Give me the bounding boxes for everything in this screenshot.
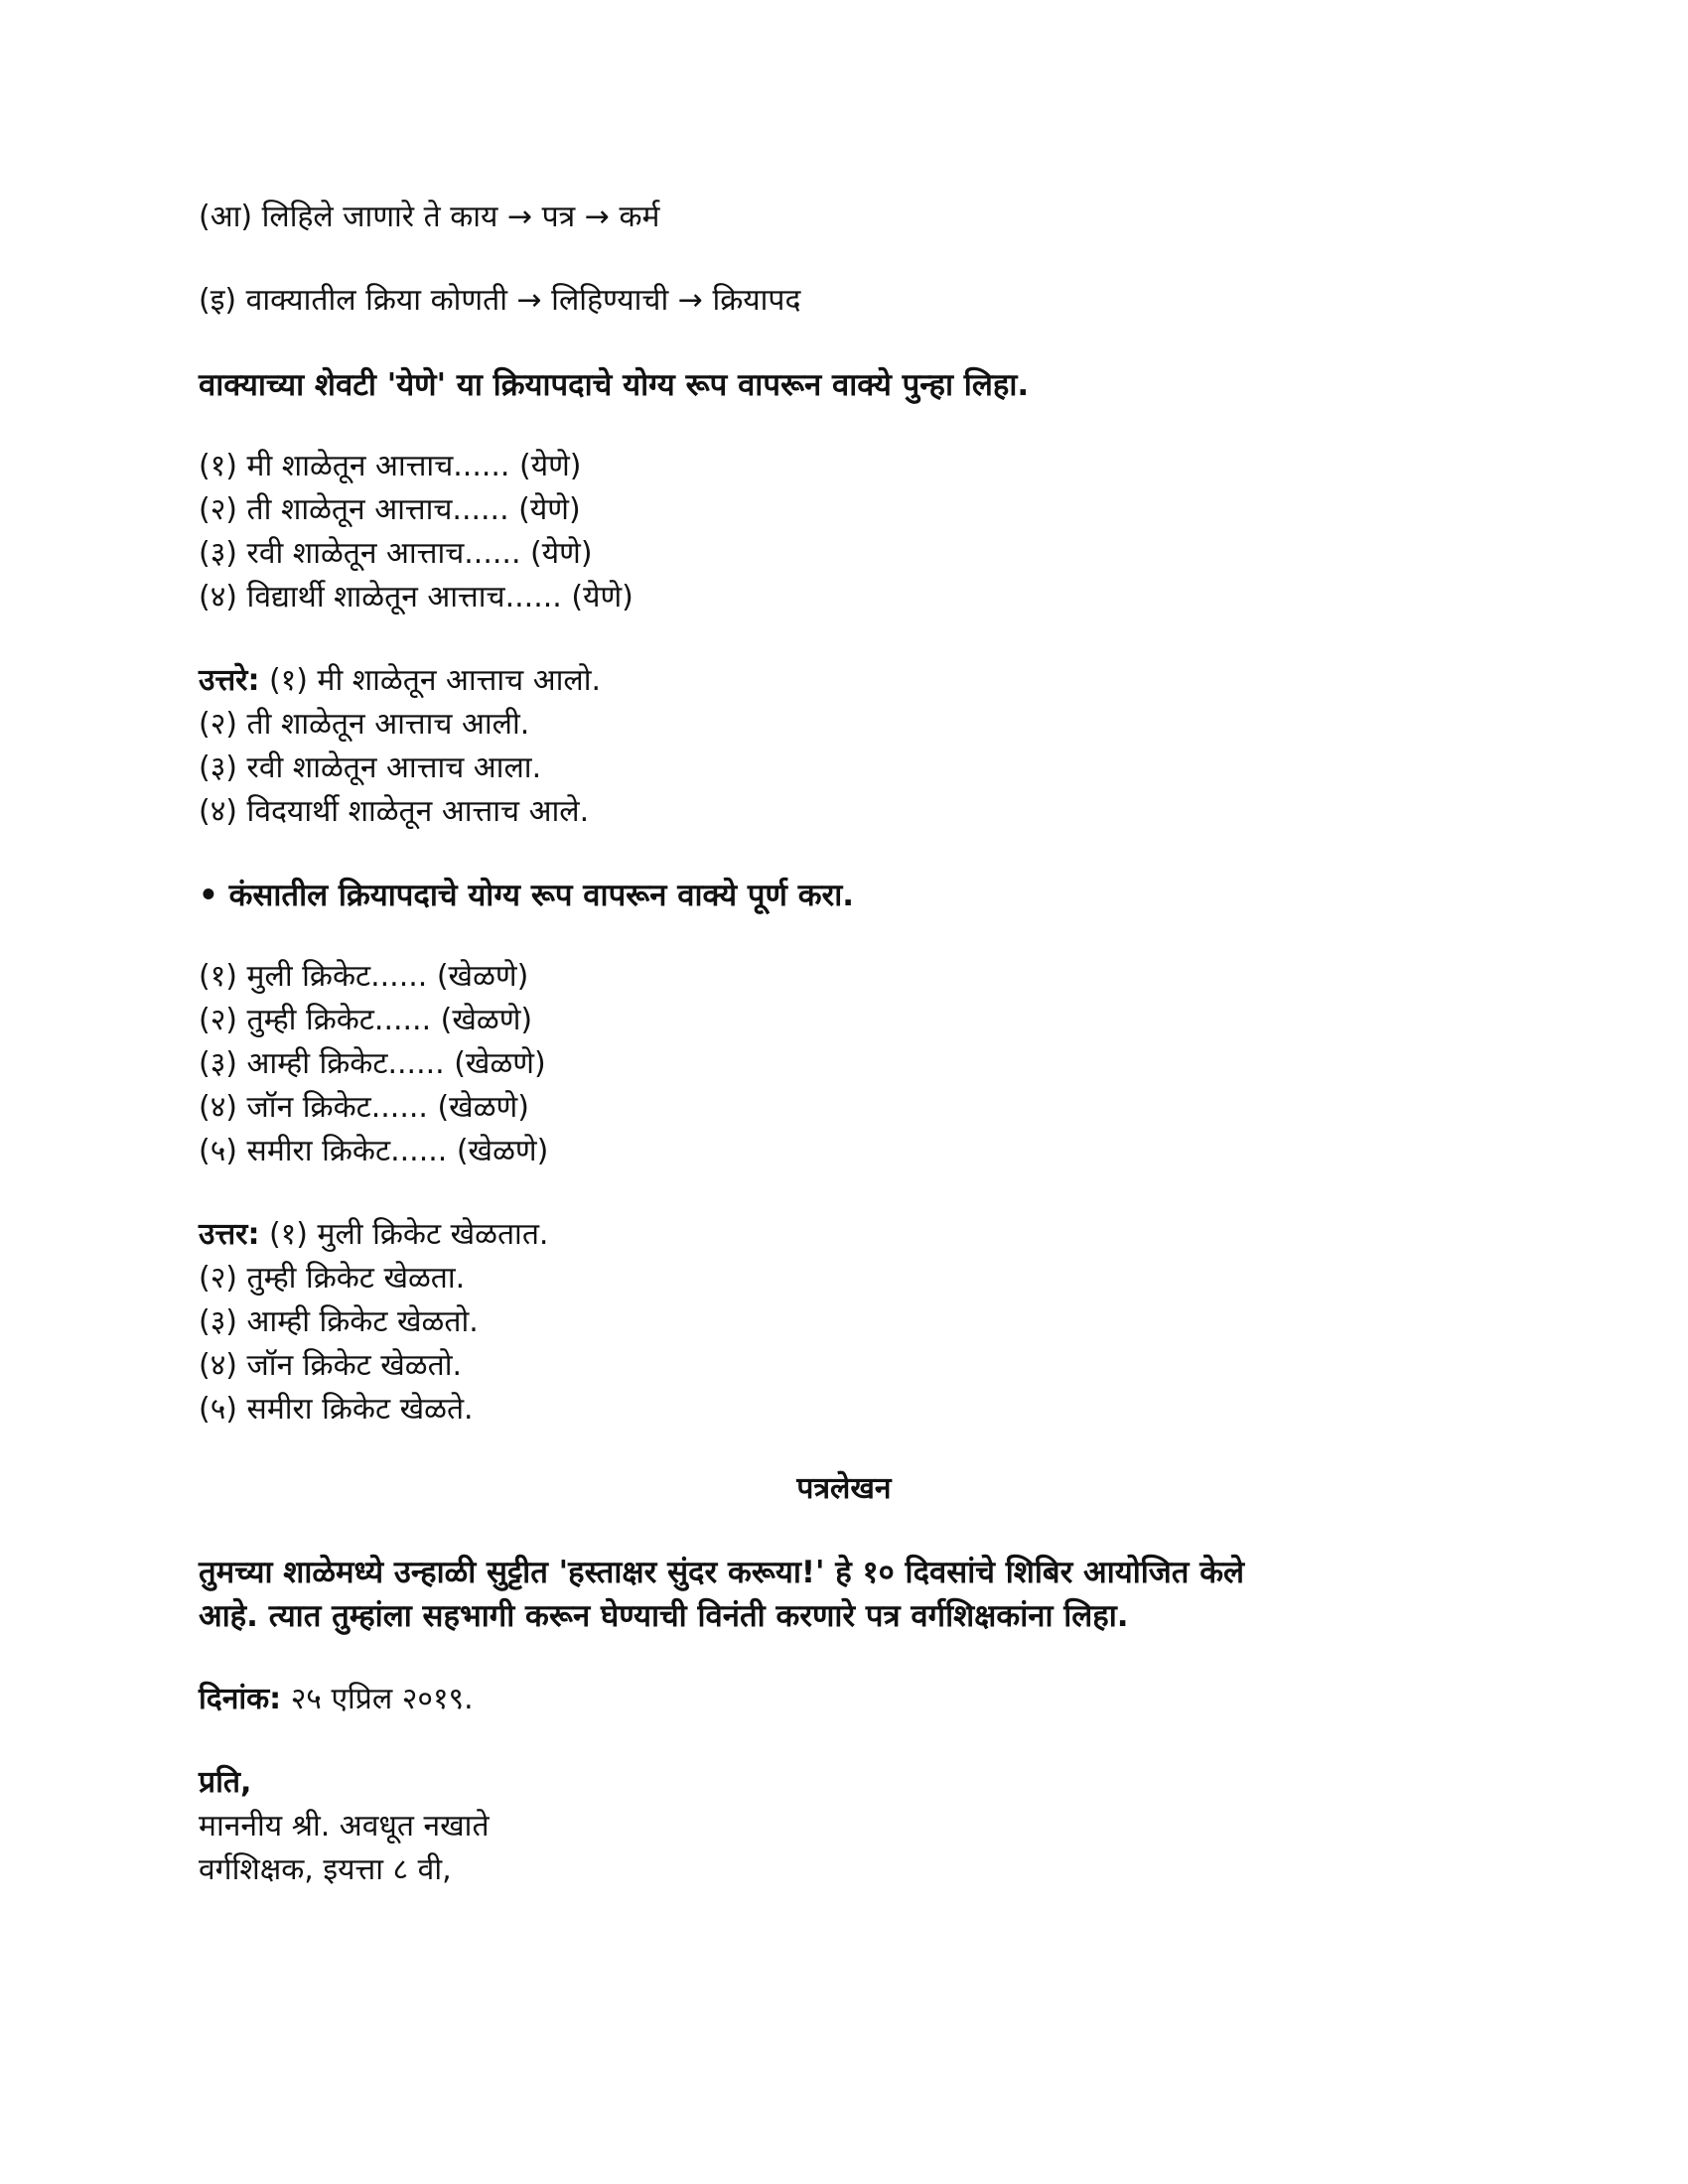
letter-prompt-line-1: तुमच्या शाळेमध्ये उन्हाळी सुट्टीत 'हस्ताक्षर सुंदर करूया!' हे १० दिवसांचे शिबिर आयोजित केले [199,1555,1245,1590]
top-line-1: (आ) लिहिले जाणारे ते काय → पत्र → कर्म [199,200,660,234]
answer-first-row [199,659,601,703]
answer-text: (१) मुली क्रिकेट खेळतात. [259,1217,549,1252]
list-item: (४) विद्यार्थी शाळेतून आत्ताच...... (येणे) [199,580,633,614]
section2-instruction: • कंसातील क्रियापदाचे योग्य रूप वापरून वाक्ये पूर्ण करा. [199,878,854,913]
list-item: (२) तुम्ही क्रिकेट...... (खेळणे) [199,1003,533,1037]
list-item: (३) रवी शाळेतून आत्ताच...... (येणे) [199,536,593,571]
list-item: (१) मुली क्रिकेट...... (खेळणे) [199,959,529,994]
answer-label: उत्तरे: [199,663,260,698]
letter-title: पत्रलेखन [796,1471,892,1506]
answer-label: उत्तर: [199,1217,260,1252]
top-line-2: (इ) वाक्यातील क्रिया कोणती → लिहिण्याची → क्रियापद [199,283,801,318]
list-item: (४) विदयार्थी शाळेतून आत्ताच आले. [199,794,590,829]
letter-prompt-line-2: आहे. त्यात तुम्हांला सहभागी करून घेण्याची विनंती करणारे पत्र वर्गशिक्षकांना लिहा. [199,1598,1129,1634]
list-item: (४) जॉन क्रिकेट...... (खेळणे) [199,1090,529,1125]
address-to-label: प्रति, [199,1765,252,1800]
list-item: (५) समीरा क्रिकेट खेळते. [199,1392,474,1427]
date-label: दिनांक: [199,1682,282,1716]
list-item: (५) समीरा क्रिकेट...... (खेळणे) [199,1134,549,1168]
section1-questions [199,445,633,619]
section1-answers [199,659,601,834]
list-item: (२) ती शाळेतून आत्ताच...... (येणे) [199,492,581,527]
letter-address [199,1761,490,1892]
list-item: (३) आम्ही क्रिकेट...... (खेळणे) [199,1046,546,1081]
list-item: (१) मी शाळेतून आत्ताच...... (येणे) [199,449,582,483]
answer-first-row [199,1213,548,1257]
list-item: (४) जॉन क्रिकेट खेळतो. [199,1348,463,1383]
date-value: २५ एप्रिल २०१९. [281,1682,474,1716]
address-designation: वर्गशिक्षक, इयत्ता ८ वी, [199,1852,452,1887]
answer-text: (१) मी शाळेतून आत्ताच आलो. [259,663,602,698]
section1-instruction: वाक्याच्या शेवटी 'येणे' या क्रियापदाचे योग्य रूप वापरून वाक्ये पुन्हा लिहा. [199,367,1030,403]
section2-questions [199,955,548,1173]
list-item: (३) रवी शाळेतून आत्ताच आला. [199,751,542,785]
list-item: (३) आम्ही क्रिकेट खेळतो. [199,1304,479,1339]
list-item: (२) ती शाळेतून आत्ताच आली. [199,707,530,742]
letter-prompt [199,1551,1489,1638]
letter-date [199,1678,474,1721]
address-name: माननीय श्री. अवधूत नखाते [199,1809,490,1843]
section2-answers [199,1213,548,1432]
list-item: (२) तुम्ही क्रिकेट खेळता. [199,1261,466,1296]
